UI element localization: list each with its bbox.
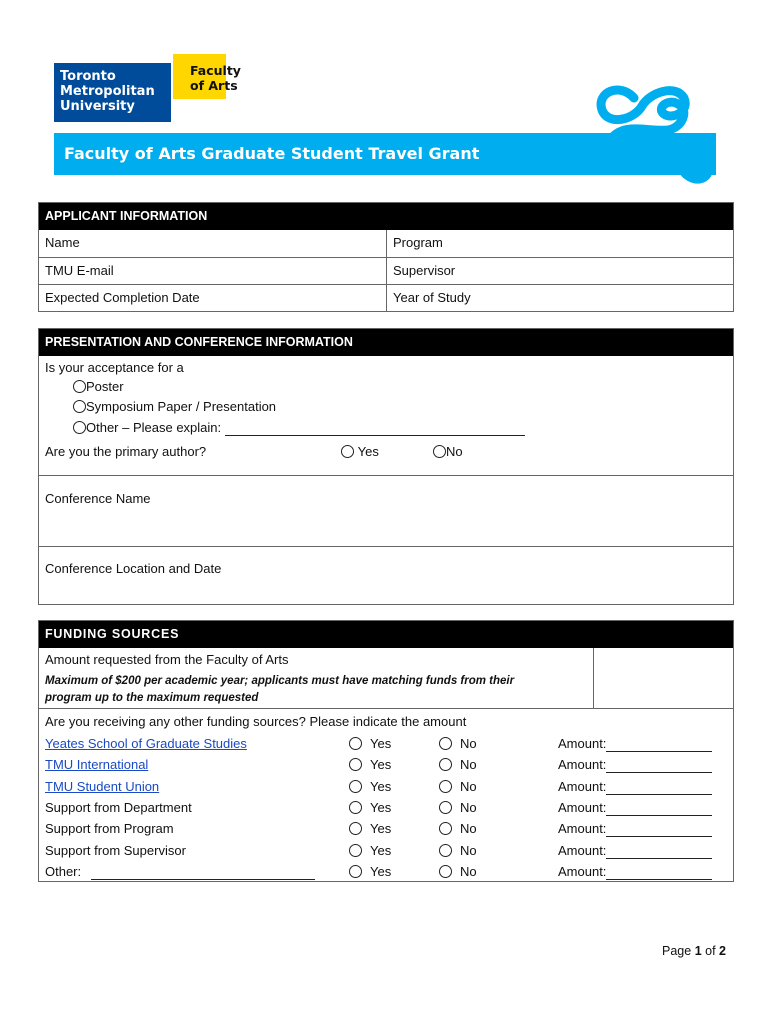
completion-date-field[interactable]: Expected Completion Date <box>45 290 200 305</box>
funding-no-radio[interactable] <box>439 779 477 794</box>
radio-icon[interactable] <box>349 865 362 878</box>
option-other[interactable] <box>73 420 525 436</box>
supervisor-field[interactable]: Supervisor <box>386 258 733 284</box>
option-label: Poster <box>86 379 124 394</box>
radio-icon[interactable] <box>439 780 452 793</box>
funding-source-label: Other: <box>45 863 82 879</box>
amount-requested-label: Amount requested from the Faculty of Arts <box>45 652 289 667</box>
radio-icon[interactable] <box>439 865 452 878</box>
faculty-line: Faculty <box>190 63 241 78</box>
year-of-study-field[interactable]: Year of Study <box>386 285 733 311</box>
funding-no-radio-label: No <box>460 778 477 794</box>
funding-yes-radio-label: Yes <box>370 863 392 879</box>
other-explain-input[interactable] <box>225 420 525 436</box>
funding-no-radio[interactable] <box>439 757 477 772</box>
amount-cell-divider <box>593 648 594 708</box>
funding-no-radio-label: No <box>460 799 477 815</box>
total-pages: 2 <box>719 944 726 958</box>
amount-input[interactable] <box>606 821 712 837</box>
amount-field[interactable] <box>558 864 712 880</box>
table-row <box>39 257 733 284</box>
option-symposium-paper[interactable] <box>73 399 276 414</box>
radio-icon[interactable] <box>439 822 452 835</box>
no-label: No <box>446 444 463 459</box>
program-field[interactable]: Program <box>386 230 733 257</box>
amount-input[interactable] <box>606 736 712 752</box>
primary-author-question: Are you the primary author? <box>45 444 207 459</box>
amount-requested-input[interactable] <box>599 652 727 702</box>
funding-yes-radio-label: Yes <box>370 842 392 858</box>
section-header: FUNDING SOURCES <box>39 621 733 648</box>
primary-author-no[interactable] <box>433 444 463 459</box>
funding-yes-radio[interactable] <box>349 864 391 879</box>
current-page: 1 <box>694 944 702 958</box>
funding-yes-radio-label: Yes <box>370 799 392 815</box>
radio-icon[interactable] <box>433 445 446 458</box>
funding-source-link[interactable]: Yeates School of Graduate Studies <box>45 736 247 751</box>
other-funding-question: Are you receiving any other funding sources? Please indicate the amount <box>45 714 467 729</box>
amount-input[interactable] <box>606 800 712 816</box>
conference-name-field[interactable]: Conference Name <box>45 491 151 506</box>
amount-input[interactable] <box>606 757 712 773</box>
funding-no-radio-label: No <box>460 736 477 751</box>
funding-source-label: Support from Program <box>45 821 174 837</box>
funding-yes-radio-label: Yes <box>370 736 392 751</box>
amount-field[interactable] <box>558 821 712 837</box>
logo-line: University <box>60 99 135 114</box>
radio-icon[interactable] <box>439 801 452 814</box>
funding-no-radio-label: No <box>460 842 477 858</box>
section-header: PRESENTATION AND CONFERENCE INFORMATION <box>39 329 733 356</box>
funding-no-radio-label: No <box>460 863 477 879</box>
amount-field[interactable] <box>558 779 712 795</box>
radio-icon[interactable] <box>349 780 362 793</box>
funding-no-radio[interactable] <box>439 821 477 836</box>
funding-no-radio[interactable] <box>439 864 477 879</box>
radio-icon[interactable] <box>439 758 452 771</box>
divider <box>39 546 733 547</box>
radio-icon[interactable] <box>73 400 86 413</box>
radio-icon[interactable] <box>349 737 362 750</box>
amount-field[interactable] <box>558 757 712 773</box>
amount-input[interactable] <box>606 779 712 795</box>
funding-yes-radio[interactable] <box>349 779 391 794</box>
faculty-line: of Arts <box>190 78 238 93</box>
divider <box>39 475 733 476</box>
funding-source-label: Support from Department <box>45 799 192 815</box>
conference-location-field[interactable]: Conference Location and Date <box>45 561 222 576</box>
radio-icon[interactable] <box>349 801 362 814</box>
funding-no-radio-label: No <box>460 821 477 837</box>
amount-label: Amount: <box>558 799 607 815</box>
radio-icon[interactable] <box>73 380 86 393</box>
amount-field[interactable] <box>558 736 712 752</box>
email-field[interactable]: TMU E-mail <box>45 263 114 278</box>
table-row <box>39 284 733 311</box>
funding-source-link[interactable]: TMU International <box>45 757 149 773</box>
funding-no-radio-label: No <box>460 757 477 773</box>
acceptance-question: Is your acceptance for a <box>45 360 184 375</box>
amount-label: Amount: <box>558 757 607 773</box>
option-poster[interactable] <box>73 379 124 394</box>
amount-label: Amount: <box>558 821 607 837</box>
option-label: Symposium Paper / Presentation <box>86 399 277 414</box>
amount-label: Amount: <box>558 842 607 858</box>
funding-yes-radio[interactable] <box>349 821 391 836</box>
logo-line: Toronto <box>60 69 116 84</box>
option-label: Other – Please explain: <box>86 420 225 435</box>
radio-icon[interactable] <box>349 822 362 835</box>
amount-label: Amount: <box>558 736 607 751</box>
table-row <box>39 230 733 257</box>
radio-icon[interactable] <box>439 737 452 750</box>
amount-input[interactable] <box>606 864 712 880</box>
funding-source-link[interactable]: TMU Student Union <box>45 778 160 794</box>
funding-no-radio[interactable] <box>439 736 477 751</box>
funding-yes-radio[interactable] <box>349 843 391 858</box>
funding-source-label: Support from Supervisor <box>45 842 186 858</box>
radio-icon[interactable] <box>439 844 452 857</box>
funding-yes-radio-label: Yes <box>370 778 392 794</box>
funding-note-line: Maximum of $200 per academic year; applicants must have matching funds from their <box>45 675 515 687</box>
funding-yes-radio[interactable] <box>349 757 391 772</box>
amount-field[interactable] <box>558 843 712 859</box>
radio-icon[interactable] <box>73 421 86 434</box>
amount-label: Amount: <box>558 863 607 879</box>
page-word: Page <box>662 944 692 958</box>
amount-label: Amount: <box>558 778 607 794</box>
funding-sources-section <box>38 620 734 882</box>
radio-icon[interactable] <box>349 758 362 771</box>
radio-icon[interactable] <box>349 844 362 857</box>
name-field[interactable]: Name <box>45 235 80 250</box>
presentation-conference-section <box>38 328 734 605</box>
funding-yes-radio[interactable] <box>349 800 391 815</box>
amount-field[interactable] <box>558 800 712 816</box>
funding-note-line: program up to the maximum requested <box>45 692 259 704</box>
amount-input[interactable] <box>606 843 712 859</box>
funding-yes-radio-label: Yes <box>370 821 392 837</box>
funding-yes-radio[interactable] <box>349 736 391 751</box>
faculty-name <box>190 63 241 93</box>
section-header: APPLICANT INFORMATION <box>39 203 733 230</box>
yes-label: Yes <box>357 444 379 459</box>
funding-yes-radio-label: Yes <box>370 757 392 773</box>
page-number <box>662 944 726 958</box>
logo-line: Metropolitan <box>60 84 155 99</box>
applicant-information-section <box>38 202 734 312</box>
other-source-input[interactable] <box>91 864 315 880</box>
funding-no-radio[interactable] <box>439 843 477 858</box>
logo-wordmark <box>54 63 171 122</box>
funding-no-radio[interactable] <box>439 800 477 815</box>
radio-icon[interactable] <box>341 445 354 458</box>
of-word: of <box>705 944 716 958</box>
form-title-banner: Faculty of Arts Graduate Student Travel Grant <box>54 133 716 175</box>
primary-author-yes[interactable] <box>341 444 379 459</box>
divider <box>39 708 733 709</box>
